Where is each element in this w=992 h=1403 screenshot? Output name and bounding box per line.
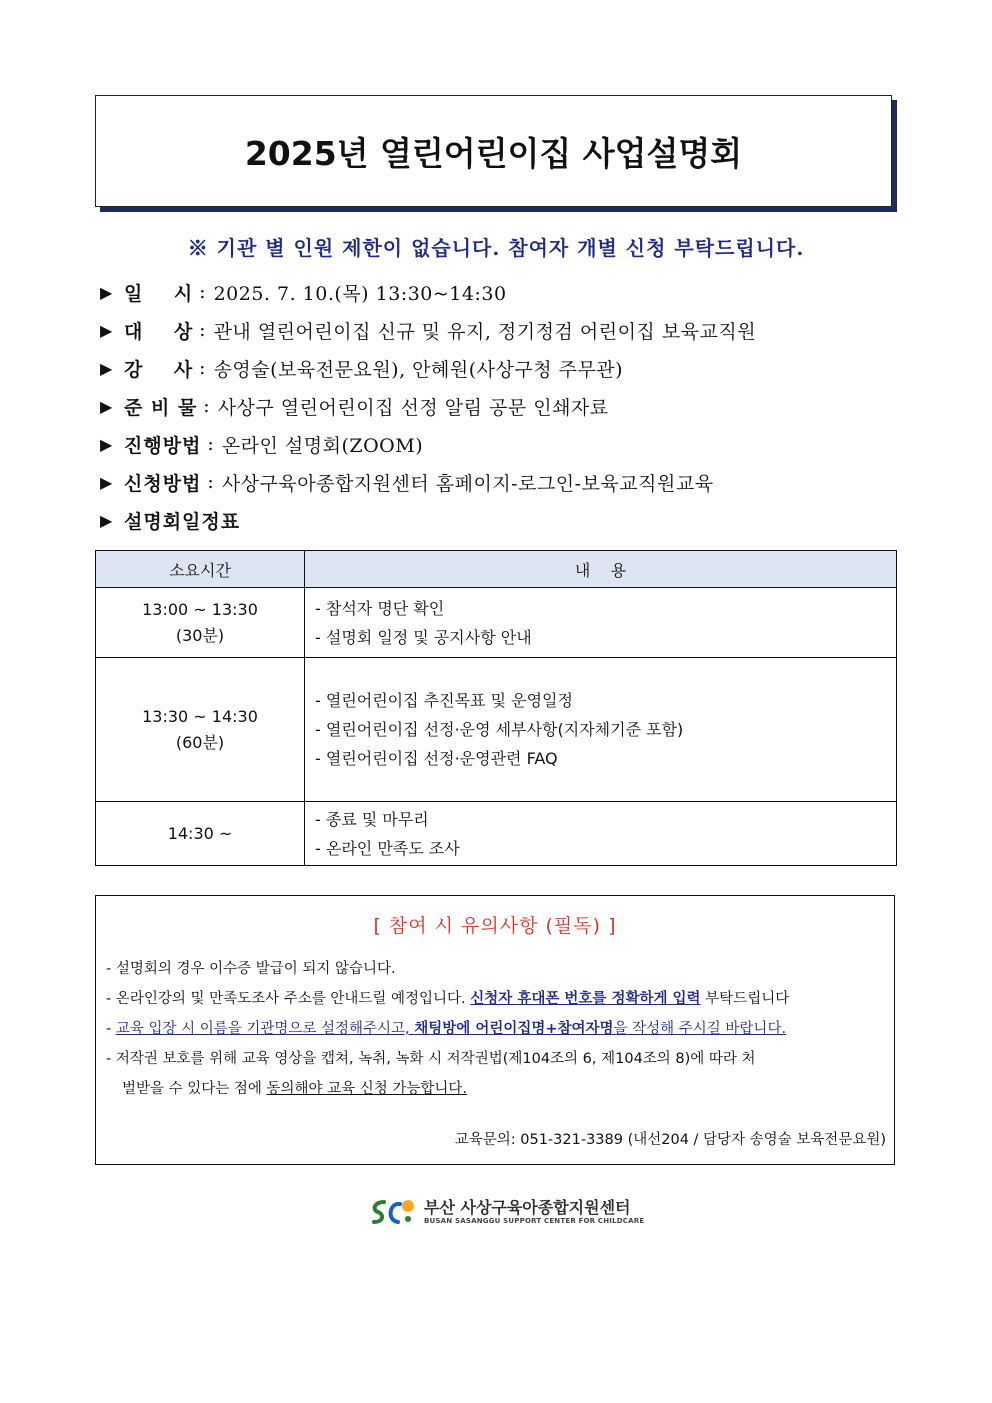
info-value: 관내 열린어린이집 신규 및 유지, 정기정검 어린이집 보육교직원 [213,320,757,343]
list-item: - 종료 및 마무리 [315,809,429,829]
info-label: 강 사 [124,358,194,381]
info-row-apply: ▶ 신청방법 : 사상구육아종합지원센터 홈페이지-로그인-보육교직원교육 [100,463,920,501]
caution-item: - 온라인강의 및 만족도조사 주소를 안내드릴 예정입니다. 신청자 휴대폰 번호를 정확하게 입력 부탁드립니다 [106,991,790,1007]
time-cell: 13:00 ~ 13:30 (30분) [96,588,305,658]
info-label: 일 시 [124,282,194,305]
info-row-target: ▶ 대 상 : 관내 열린어린이집 신규 및 유지, 정기정검 어린이집 보육교직원 [100,311,920,349]
info-value: 온라인 설명회(ZOOM) [221,434,424,457]
table-row [96,588,897,658]
triangle-icon: ▶ [100,472,113,492]
column-header-content: 내 용 [305,551,897,588]
page-title: 2025년 열린어린이집 사업설명회 [244,133,743,173]
contact-info: 교육문의: 051-321-3389 (내선204 / 담당자 송영술 보육전문요원) [454,1132,886,1148]
table-row [96,802,897,866]
schedule-table [95,550,897,866]
caution-item: - 설명회의 경우 이수증 발급이 되지 않습니다. [106,961,396,977]
caution-item: 벌받을 수 있다는 점에 동의해야 교육 신청 가능합니다. [122,1081,468,1097]
triangle-icon: ▶ [100,358,113,378]
center-name-ko: 부산 사상구육아종합지원센터 [424,1198,631,1217]
triangle-icon: ▶ [100,320,113,340]
caution-list [96,954,894,1104]
time-cell: 13:30 ~ 14:30 (60분) [96,658,305,802]
info-label: 진행방법 [124,434,202,457]
column-header-time: 소요시간 [96,551,305,588]
info-label: 준 비 물 [124,396,198,419]
center-logo-icon [370,1196,418,1228]
notice-text: ※ 기관 별 인원 제한이 없습니다. 참여자 개별 신청 부탁드립니다. [187,236,805,260]
info-label: 설명회일정표 [124,510,241,533]
table-row [96,658,897,802]
table-header-row [96,551,897,588]
caution-item: - 교육 입장 시 이름을 기관명으로 설정해주시고, 채팅방에 어린이집명+참여자명을 작성해 주시길 바랍니다. [106,1021,787,1037]
info-row-method: ▶ 진행방법 : 온라인 설명회(ZOOM) [100,425,920,463]
info-row-materials: ▶ 준 비 물 : 사상구 열린어린이집 선정 알림 공문 인쇄자료 [100,387,920,425]
content-cell [305,658,897,802]
title-box [95,95,892,207]
caution-item: - 저작권 보호를 위해 교육 영상을 캡쳐, 녹취, 녹화 시 저작권법(제104조의 6, 제104조의 8)에 따라 처 [106,1051,756,1067]
list-item: - 열린어린이집 선정·운영관련 FAQ [315,749,558,768]
content-cell [305,802,897,866]
triangle-icon: ▶ [100,282,113,302]
info-list [100,273,920,539]
info-label: 대 상 [124,320,194,343]
list-item: - 열린어린이집 추진목표 및 운영일정 [315,691,573,710]
triangle-icon: ▶ [100,396,113,416]
triangle-icon: ▶ [100,510,113,530]
info-row-date: ▶ 일 시 : 2025. 7. 10.(목) 13:30~14:30 [100,273,920,311]
list-item: - 설명회 일정 및 공지사항 안내 [315,627,532,647]
caution-title: [ 참여 시 유의사항 (필독) ] [373,915,617,937]
list-item: - 온라인 만족도 조사 [315,838,460,858]
info-label: 신청방법 [124,472,202,495]
info-value: 사상구육아종합지원센터 홈페이지-로그인-보육교직원교육 [221,472,714,495]
list-item: - 열린어린이집 선정·운영 세부사항(지자체기준 포함) [315,720,684,739]
center-logo [370,1196,644,1228]
time-cell: 14:30 ~ [96,802,305,866]
info-value: 송영술(보육전문요원), 안혜원(사상구청 주무관) [213,358,624,381]
caution-box [95,895,895,1165]
info-row-lecturer: ▶ 강 사 : 송영술(보육전문요원), 안혜원(사상구청 주무관) [100,349,920,387]
info-value: 2025. 7. 10.(목) 13:30~14:30 [213,282,507,305]
info-row-schedule-heading [100,501,920,539]
list-item: - 참석자 명단 확인 [315,598,445,618]
info-value: 사상구 열린어린이집 선정 알림 공문 인쇄자료 [217,396,609,419]
content-cell [305,588,897,658]
triangle-icon: ▶ [100,434,113,454]
center-name-en: BUSAN SASANGGU SUPPORT CENTER FOR CHILDCARE [424,1217,645,1225]
